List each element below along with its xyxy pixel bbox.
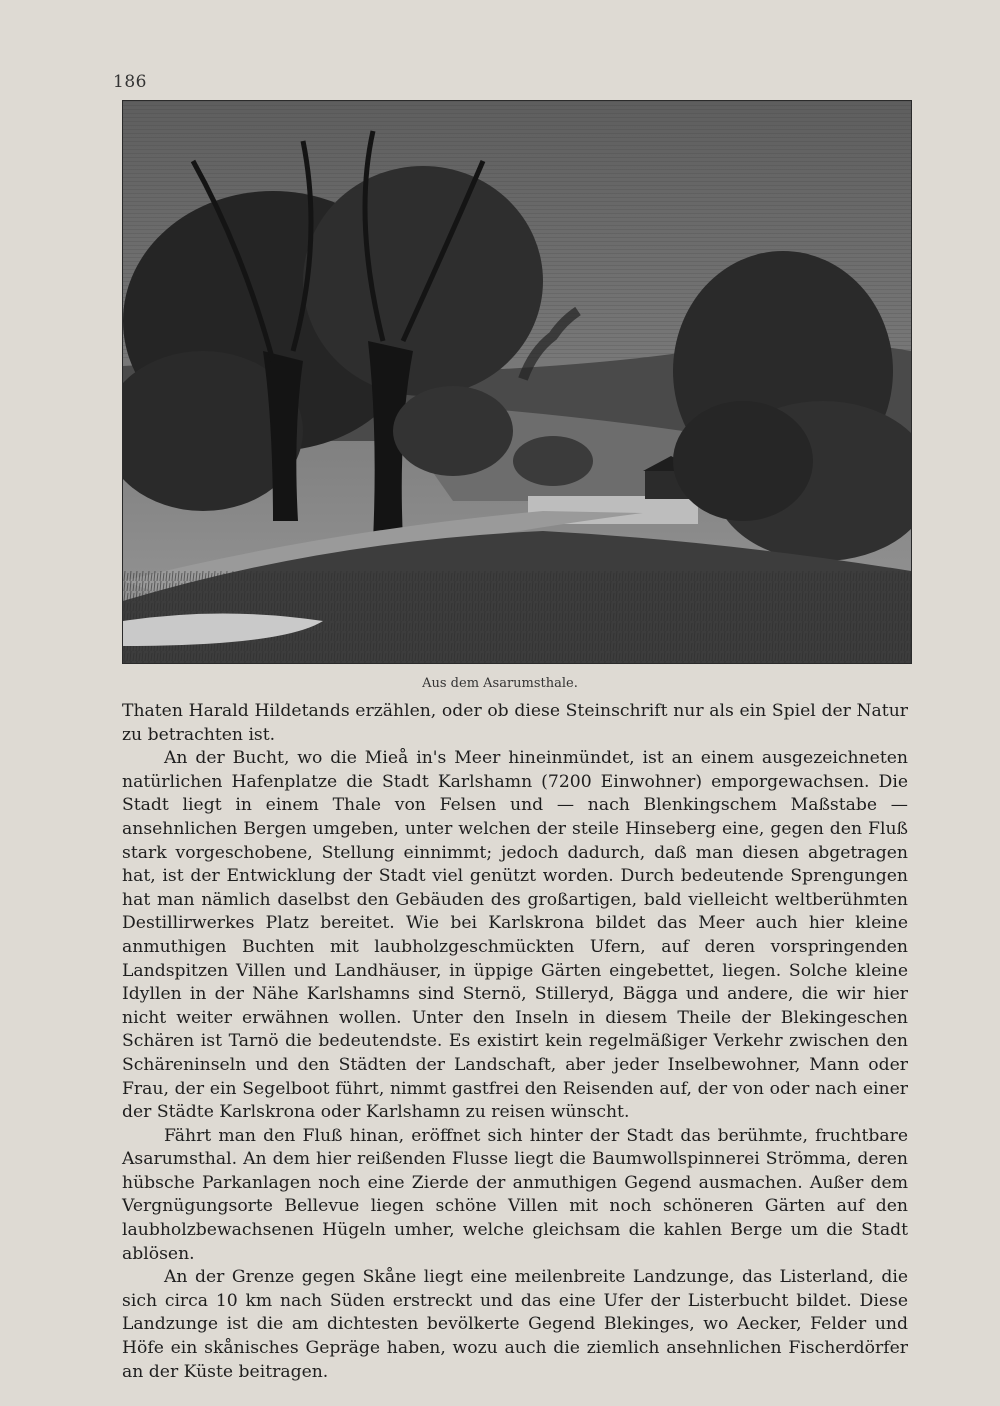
paragraph: An der Grenze gegen Skåne liegt eine meilenbreite Landzunge, das Listerland, die sich circa 10 km nach Süden erstreckt und das eine Ufer der Listerbucht bildet. Diese Landzunge ist die am dichtesten bevölkerte Gegend Blekinges, wo Aecker, Felder und Höfe ein skånisches Gepräge haben, wozu auch die ziemlich ansehnlichen Fischerdörfer an der Küste beitragen. bbox=[122, 1267, 908, 1382]
paragraph: Fährt man den Fluß hinan, eröffnet sich hinter der Stadt das berühmte, fruchtbare Asarumsthal. An dem hier reißenden Flusse liegt die Baumwollspinnerei Strömma, deren hübsche Parkanlagen noch eine Zierde der anmuthigen Gegend ausmachen. Außer dem Vergnügungsorte Bellevue liegen schöne Villen mit noch schöneren Gärten auf den laubholzbewachsenen Hügeln umher, welche gleichsam die kahlen Berge um die Stadt ablösen. bbox=[122, 1125, 908, 1264]
illustration-caption: Aus dem Asarumsthale. bbox=[422, 676, 578, 691]
paragraph: An der Bucht, wo die Mieå in's Meer hineinmündet, ist an einem ausgezeichneten natürlichen Hafenplatze die Stadt Karlshamn (7200 Einwohner) emporgewachsen. Die Stadt liegt in einem Thale von Felsen und — nach Blenkingschem Maßstabe — ansehnlichen Bergen umgeben, unter welchen der steile Hinseberg eine, gegen den Fluß stark vorgeschobene, Stellung einnimmt; jedoch dadurch, daß man diesen abgetragen hat, ist der Entwicklung der Stadt viel genützt worden. Durch bedeutende Sprengungen hat man nämlich daselbst den Gebäuden des großartigen, bald vielleicht weltberühmten Destillirwerkes Platz bereitet. Wie bei Karlskrona bildet das Meer auch hier kleine anmuthigen Buchten mit laubholzgeschmückten Ufern, auf deren vorspringenden Landspitzen Villen und Landhäuser, in üppige Gärten eingebettet, liegen. Solche kleine Idyllen in der Nähe Karlshamns sind Sternö, Stilleryd, Bägga und andere, die wir hier nicht weiter erwähnen wollen. Unter den Inseln in diesem Theile der Blekingeschen Schären ist Tarnö die bedeutendste. Es existirt kein regelmäßiger Verkehr zwischen den Schäreninseln und den Städten der Landschaft, aber jeder Inselbewohner, Mann oder Frau, der ein Segelboot führt, nimmt gastfrei den Reisenden auf, der von oder nach einer der Städte Karlskrona oder Karlshamn zu reisen wünscht. bbox=[122, 748, 908, 1123]
paragraph: Thaten Harald Hildetands erzählen, oder ob diese Steinschrift nur als ein Spiel der Natur zu betrachten ist. bbox=[122, 701, 908, 745]
landscape-engraving bbox=[122, 100, 912, 664]
body-text bbox=[122, 700, 908, 1384]
page-number: 186 bbox=[113, 72, 147, 92]
